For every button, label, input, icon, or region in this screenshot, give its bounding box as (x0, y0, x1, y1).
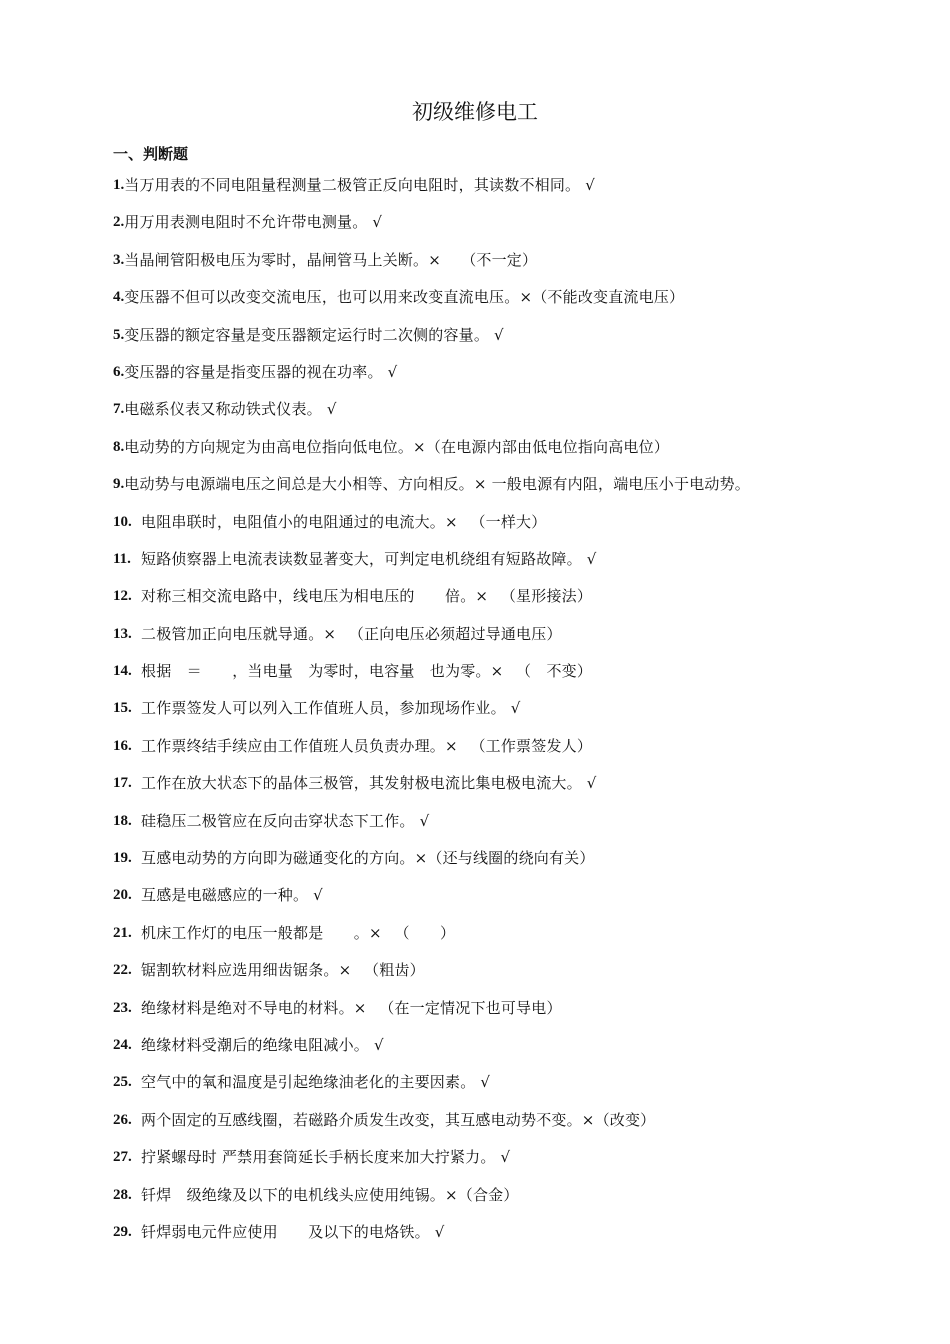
question-text: 互感电动势的方向即为磁通变化的方向。×（还与线圈的绕向有关） (141, 849, 595, 868)
question-number: 26. (113, 1111, 132, 1128)
question-text: 两个固定的互感线圈，若磁路介质发生改变，其互感电动势不变。×（改变） (141, 1110, 656, 1129)
question-item (113, 735, 893, 772)
question-number: 28. (113, 1186, 132, 1203)
question-text: 对称三相交流电路中，线电压为相电压的 倍。× （星形接法） (141, 587, 593, 606)
question-item (113, 847, 893, 884)
question-text: 当晶闸管阳极电压为零时，晶闸管马上关断。× （不一定） (124, 250, 538, 269)
question-number: 19. (113, 850, 132, 867)
question-item (113, 1221, 893, 1258)
question-item (113, 1034, 893, 1071)
question-text: 工作票签发人可以列入工作值班人员，参加现场作业。 √ (141, 699, 521, 718)
question-text: 钎焊 级绝缘及以下的电机线头应使用纯锡。×（合金） (141, 1185, 519, 1204)
question-number: 4. (113, 289, 125, 306)
question-item (113, 697, 893, 734)
question-text: 电动势与电源端电压之间总是大小相等、方向相反。× 一般电源有内阻，端电压小于电动势。 (124, 475, 750, 494)
question-item (113, 211, 893, 248)
question-text: 二极管加正向电压就导通。× （正向电压必须超过导通电压） (141, 624, 562, 643)
question-number: 24. (113, 1036, 132, 1053)
question-text: 拧紧螺母时 严禁用套筒延长手柄长度来加大拧紧力。 √ (141, 1148, 511, 1167)
question-item (113, 286, 893, 323)
question-item (113, 997, 893, 1034)
question-text: 短路侦察器上电流表读数显著变大，可判定电机绕组有短路故障。 √ (141, 549, 597, 568)
question-text: 绝缘材料是绝对不导电的材料。× （在一定情况下也可导电） (141, 998, 562, 1017)
question-item (113, 884, 893, 921)
question-number: 7. (113, 401, 125, 418)
question-text: 变压器不但可以改变交流电压，也可以用来改变直流电压。×（不能改变直流电压） (124, 288, 685, 307)
question-text: 互感是电磁感应的一种。 √ (141, 886, 323, 905)
question-number: 6. (113, 363, 125, 380)
question-text: 硅稳压二极管应在反向击穿状态下工作。 √ (141, 811, 430, 830)
document-title: 初级维修电工 (412, 100, 538, 124)
question-number: 11. (113, 550, 131, 567)
question-text: 变压器的额定容量是变压器额定运行时二次侧的容量。 √ (124, 325, 504, 344)
question-item (113, 1146, 893, 1183)
question-item (113, 660, 893, 697)
question-number: 23. (113, 999, 132, 1016)
question-text: 绝缘材料受潮后的绝缘电阻减小。 √ (141, 1035, 384, 1054)
question-text: 用万用表测电阻时不允许带电测量。 √ (124, 213, 383, 232)
question-number: 17. (113, 775, 132, 792)
question-item (113, 436, 893, 473)
question-item (113, 174, 893, 211)
question-text: 电磁系仪表又称动铁式仪表。 √ (124, 400, 337, 419)
question-number: 16. (113, 737, 132, 754)
question-item (113, 511, 893, 548)
question-text: 当万用表的不同电阻量程测量二极管正反向电阻时，其读数不相同。 √ (124, 176, 595, 194)
question-item (113, 473, 893, 510)
question-item (113, 959, 893, 996)
question-text: 工作票终结手续应由工作值班人员负责办理。× （工作票签发人） (141, 736, 593, 755)
question-number: 5. (113, 326, 125, 343)
question-number: 12. (113, 588, 132, 605)
question-item (113, 585, 893, 622)
question-item (113, 361, 893, 398)
question-number: 27. (113, 1149, 132, 1166)
question-text: 工作在放大状态下的晶体三极管，其发射极电流比集电极电流大。 √ (141, 774, 597, 793)
question-item (113, 922, 893, 959)
question-item (113, 810, 893, 847)
question-number: 20. (113, 887, 132, 904)
question-number: 9. (113, 476, 125, 493)
question-item (113, 324, 893, 361)
question-item (113, 548, 893, 585)
question-number: 21. (113, 924, 132, 941)
question-number: 2. (113, 214, 125, 231)
question-number: 3. (113, 251, 125, 268)
question-number: 25. (113, 1074, 132, 1091)
question-item (113, 623, 893, 660)
question-text: 变压器的容量是指变压器的视在功率。 √ (124, 362, 398, 381)
question-text: 电阻串联时，电阻值小的电阻通过的电流大。× （一样大） (141, 512, 547, 531)
question-text: 电动势的方向规定为由高电位指向低电位。×（在电源内部由低电位指向高电位） (124, 437, 670, 456)
question-item (113, 772, 893, 809)
question-text: 空气中的氧和温度是引起绝缘油老化的主要因素。 √ (141, 1073, 491, 1092)
question-text: 钎焊弱电元件应使用 及以下的电烙铁。 √ (141, 1222, 445, 1241)
question-list (113, 174, 893, 1258)
question-item (113, 249, 893, 286)
question-number: 1. (113, 177, 125, 193)
question-text: 根据 ＝ ，当电量 为零时，电容量 也为零。× （ 不变） (141, 662, 593, 681)
question-number: 22. (113, 962, 132, 979)
question-text: 机床工作灯的电压一般都是 。× （ ） (141, 923, 456, 942)
question-number: 29. (113, 1223, 132, 1240)
question-number: 14. (113, 663, 132, 680)
section-heading: 一、判断题 (113, 145, 189, 163)
question-text: 锯割软材料应选用细齿锯条。× （粗齿） (141, 961, 425, 980)
question-item (113, 1071, 893, 1108)
question-number: 18. (113, 812, 132, 829)
question-number: 8. (113, 438, 125, 455)
question-number: 13. (113, 625, 132, 642)
question-number: 10. (113, 513, 132, 530)
question-item (113, 398, 893, 435)
question-number: 15. (113, 700, 132, 717)
question-item (113, 1184, 893, 1221)
question-item (113, 1109, 893, 1146)
